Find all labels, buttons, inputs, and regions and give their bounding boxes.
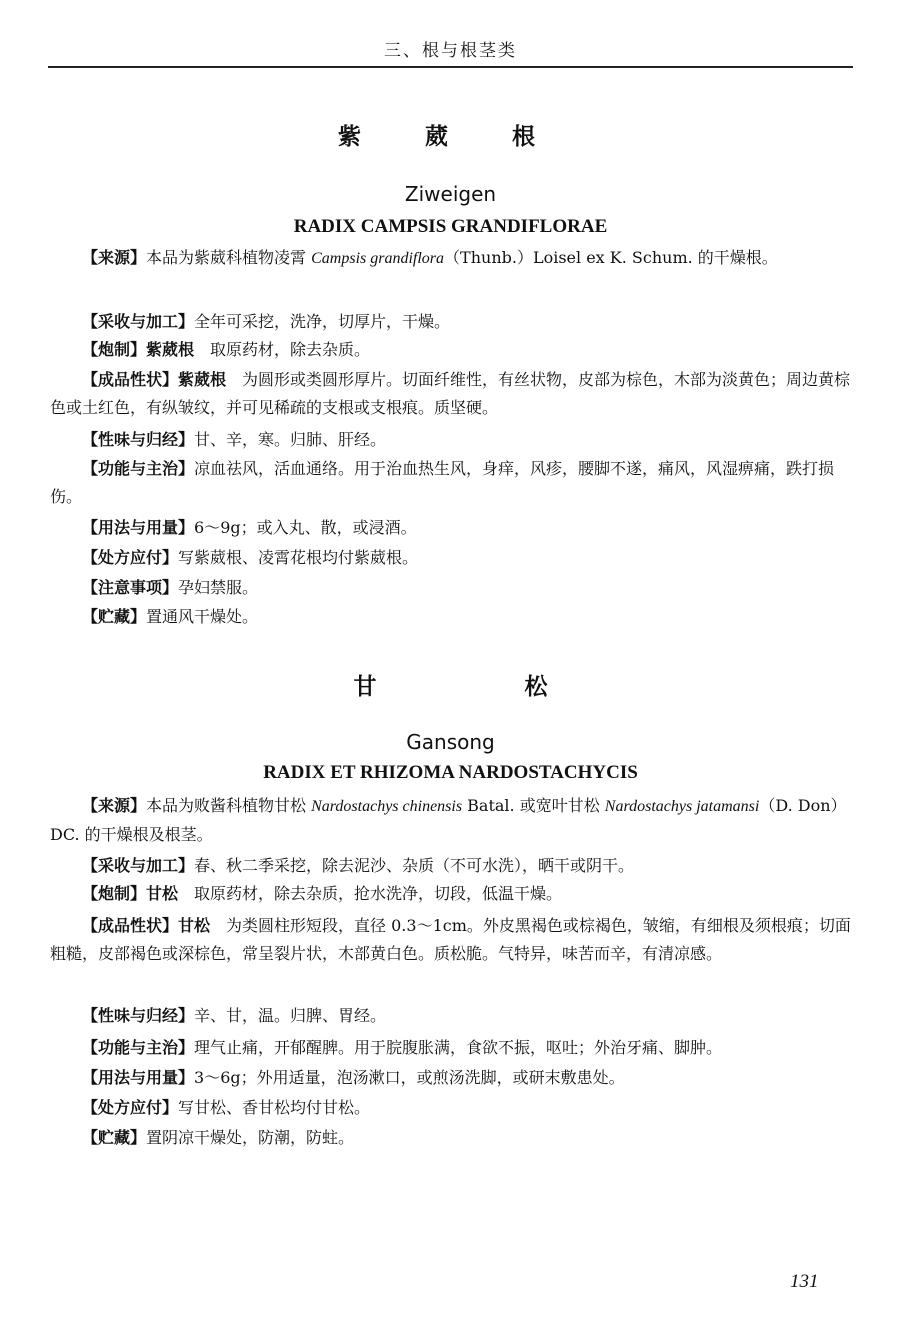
section-harvest: 【采收与加工】全年可采挖，洗净，切厚片，干燥。 (82, 312, 451, 331)
species-name: Nardostachys jatamansi (604, 798, 760, 815)
section-label: 【功能与主治】 (82, 1038, 195, 1057)
section-label: 【注意事项】 (82, 578, 179, 597)
section-precautions: 【注意事项】孕妇禁服。 (82, 578, 259, 597)
section-label: 【处方应付】 (82, 548, 179, 567)
section-nature-channel: 【性味与归经】辛、甘，温。归脾、胃经。 (82, 1006, 387, 1025)
section-label: 【炮制】 (82, 884, 147, 903)
section-label: 【贮藏】 (82, 607, 147, 626)
section-source: 【来源】本品为败酱科植物甘松 Nardostachys chinensis Batal. 或宽叶甘松 Nardostachys jatamansi（D. Don）DC. 的干燥根及根茎。 (50, 796, 847, 844)
section-label: 【处方应付】 (82, 1098, 179, 1117)
section-sublabel: 紫葳根 (178, 370, 227, 389)
section-function: 【功能与主治】凉血祛风，活血通络。用于治血热生风，身痒，风疹，腰脚不遂，痛风，风湿痹痛，跌打损伤。 (50, 459, 835, 506)
section-label: 【贮藏】 (82, 1128, 147, 1147)
section-source: 【来源】本品为紫葳科植物凌霄 Campsis grandiflora（Thunb.）Loisel ex K. Schum. 的干燥根。 (82, 248, 778, 267)
section-characteristics: 【成品性状】紫葳根 为圆形或类圆形厚片。切面纤维性，有丝状物，皮部为棕色，木部为淡黄色；周边黄棕色或土红色，有纵皱纹，并可见稀疏的支根或支根痕。质坚硬。 (50, 370, 851, 417)
entry-pinyin-ziweigen: Ziweigen (404, 182, 497, 206)
running-head: 三、根与根茎类 (384, 41, 517, 61)
section-storage: 【贮藏】置通风干燥处。 (82, 607, 259, 626)
section-label: 【用法与用量】 (82, 1068, 195, 1087)
entry-latin-gansong: RADIX ET RHIZOMA NARDOSTACHYCIS (263, 762, 638, 783)
section-prescription: 【处方应付】写紫葳根、凌霄花根均付紫葳根。 (82, 548, 419, 567)
section-label: 【采收与加工】 (82, 312, 195, 331)
section-sublabel: 甘松 (178, 916, 211, 935)
section-harvest: 【采收与加工】春、秋二季采挖，除去泥沙、杂质（不可水洗），晒干或阴干。 (82, 856, 635, 875)
entry-latin-ziweigen: RADIX CAMPSIS GRANDIFLORAE (293, 216, 608, 237)
section-prescription: 【处方应付】写甘松、香甘松均付甘松。 (82, 1098, 371, 1117)
section-storage: 【贮藏】置阴凉干燥处，防潮，防蛀。 (82, 1128, 355, 1147)
section-label: 【用法与用量】 (82, 518, 195, 537)
section-label: 【来源】 (82, 248, 147, 267)
section-label: 【成品性状】 (82, 916, 179, 935)
section-label: 【采收与加工】 (82, 856, 195, 875)
section-characteristics: 【成品性状】甘松 为类圆柱形短段，直径 0.3～1cm。外皮黑褐色或棕褐色，皱缩，有细根及须根痕；切面粗糙，皮部褐色或深棕色，常呈裂片状，木部黄白色。质松脆。气特异，味苦而辛，有清凉感。 (50, 916, 851, 963)
header-rule (48, 66, 853, 68)
section-sublabel: 紫葳根 (146, 340, 195, 359)
section-dosage: 【用法与用量】6～9g；或入丸、散，或浸酒。 (82, 518, 417, 537)
section-processing: 【炮制】甘松 取原药材，除去杂质，抢水洗净，切段，低温干燥。 (82, 884, 563, 903)
section-nature-channel: 【性味与归经】甘、辛，寒。归肺、肝经。 (82, 430, 387, 449)
page-number: 131 (790, 1271, 819, 1292)
section-function: 【功能与主治】理气止痛，开郁醒脾。用于脘腹胀满，食欲不振，呕吐；外治牙痛、脚肿。 (82, 1038, 723, 1057)
section-dosage: 【用法与用量】3～6g；外用适量，泡汤漱口，或煎汤洗脚，或研末敷患处。 (82, 1068, 625, 1087)
species-name: Nardostachys chinensis (311, 798, 463, 815)
section-processing: 【炮制】紫葳根 取原药材，除去杂质。 (82, 340, 371, 359)
section-label: 【性味与归经】 (82, 430, 195, 449)
section-label: 【来源】 (82, 796, 147, 815)
section-sublabel: 甘松 (146, 884, 179, 903)
section-label: 【性味与归经】 (82, 1006, 195, 1025)
entry-title-ziweigen: 紫 葳 根 (337, 124, 563, 150)
section-label: 【功能与主治】 (82, 459, 195, 478)
section-label: 【炮制】 (82, 340, 147, 359)
entry-pinyin-gansong: Gansong (406, 730, 495, 754)
entry-title-gansong: 甘 松 (353, 674, 618, 700)
species-name: Campsis grandiflora (311, 250, 445, 267)
section-label: 【成品性状】 (82, 370, 179, 389)
